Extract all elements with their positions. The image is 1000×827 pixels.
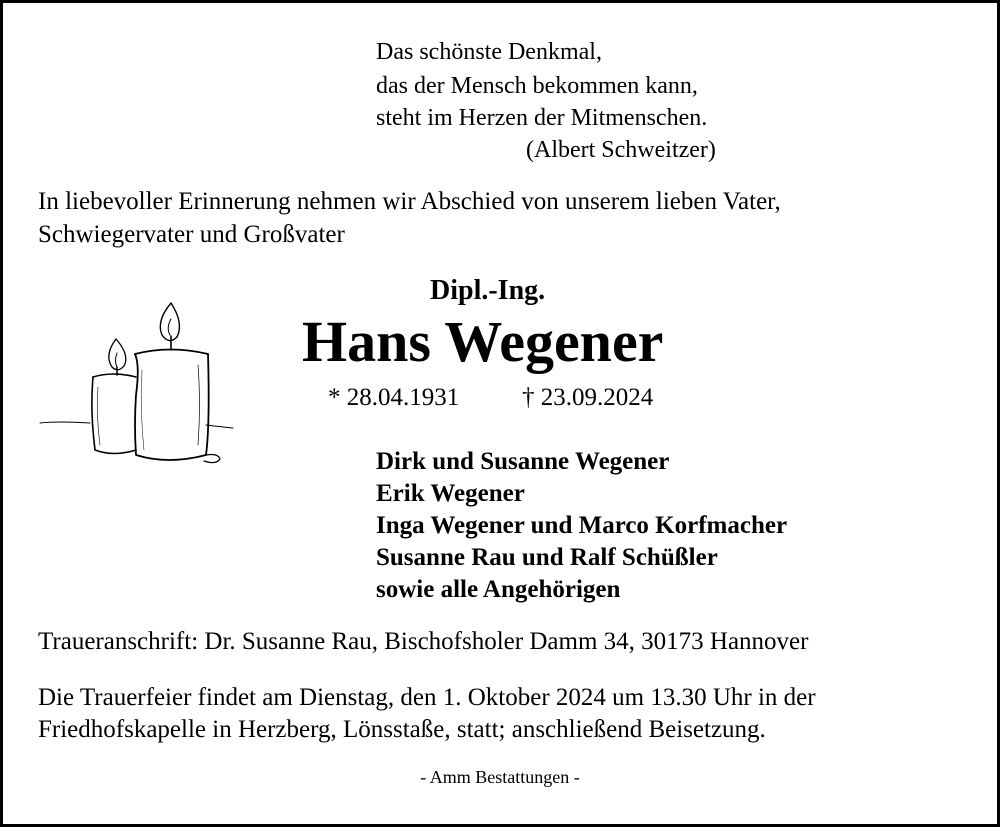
death-date: † 23.09.2024 — [522, 384, 654, 411]
family-member: Susanne Rau und Ralf Schüßler — [376, 544, 718, 571]
quote-author: (Albert Schweitzer) — [526, 137, 716, 163]
academic-title: Dipl.-Ing. — [430, 275, 546, 306]
family-member: Inga Wegener und Marco Korfmacher — [376, 512, 788, 539]
funeral-home-credit: - Amm Bestattungen - — [420, 767, 580, 787]
mourning-address: Traueranschrift: Dr. Susanne Rau, Bischofsholer Damm 34, 30173 Hannover — [38, 628, 809, 655]
deceased-name: Hans Wegener — [302, 309, 664, 374]
quote-line: das der Mensch bekommen kann, — [376, 73, 698, 99]
candles-icon — [38, 295, 238, 470]
ceremony-line: Die Trauerfeier findet am Dienstag, den 1. Oktober 2024 um 13.30 Uhr in der — [38, 684, 816, 711]
intro-line: In liebevoller Erinnerung nehmen wir Abschied von unserem lieben Vater, — [38, 188, 781, 215]
intro-line: Schwiegervater und Großvater — [38, 221, 345, 248]
birth-date: * 28.04.1931 — [328, 384, 460, 411]
quote-line: Das schönste Denkmal, — [376, 39, 602, 65]
quote-line: steht im Herzen der Mitmenschen. — [376, 105, 708, 131]
ceremony-line: Friedhofskapelle in Herzberg, Lönsstaße, statt; anschließend Beisetzung. — [38, 716, 766, 743]
family-member: sowie alle Angehörigen — [376, 576, 621, 603]
family-member: Dirk und Susanne Wegener — [376, 448, 670, 475]
family-member: Erik Wegener — [376, 480, 525, 507]
